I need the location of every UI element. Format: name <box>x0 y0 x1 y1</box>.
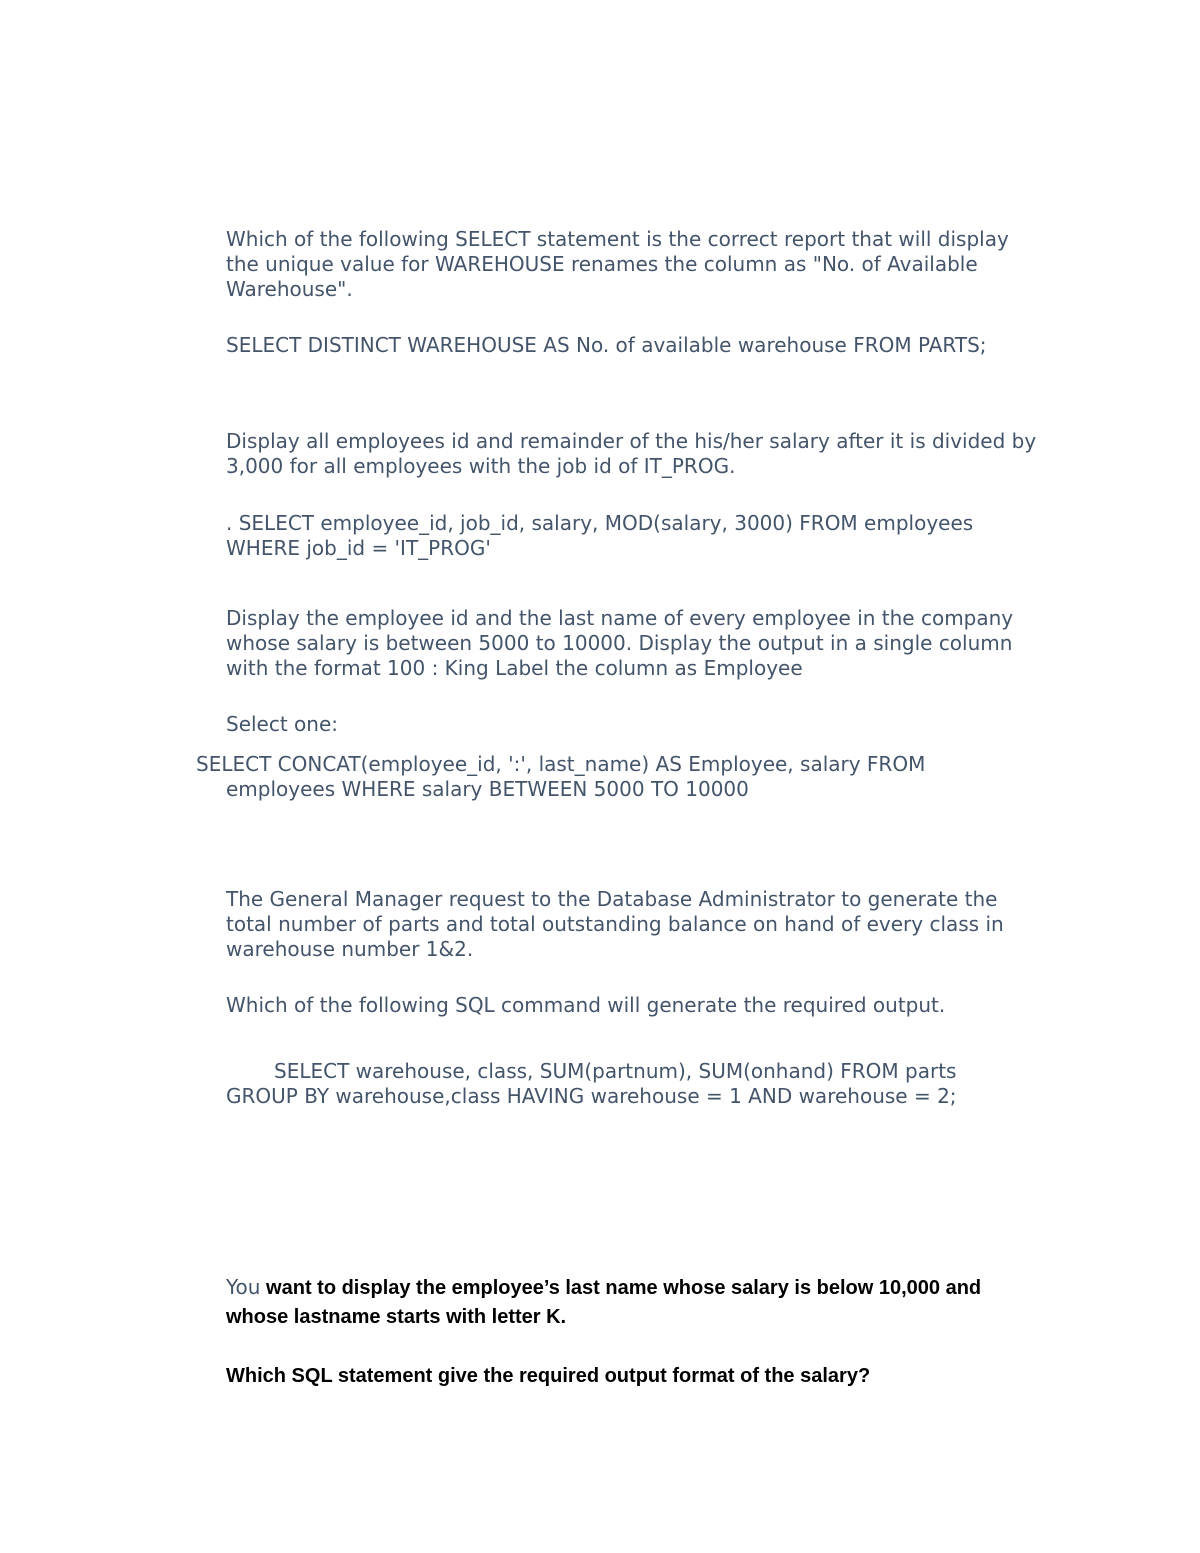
q4-prompt: Which of the following SQL command will generate the required output. <box>226 993 946 1017</box>
q2-answer: . SELECT employee_id, job_id, salary, MOD(salary, 3000) FROM employees WHERE job_id = 'IT_PROG' <box>226 511 974 560</box>
q3-answer-line1: SELECT CONCAT(employee_id, ':', last_name) AS Employee, salary FROM <box>196 752 926 776</box>
q4-answer-line1: SELECT warehouse, class, SUM(partnum), SUM(onhand) FROM parts <box>274 1059 957 1083</box>
q5-question <box>226 1273 1016 1332</box>
q5-prompt: Which SQL statement give the required output format of the salary? <box>226 1365 871 1387</box>
q5-question-rest: want to display the employee’s last name whose salary is below 10,000 and whose lastname starts with letter K. <box>226 1277 982 1328</box>
q4-answer-line2: GROUP BY warehouse,class HAVING warehouse = 1 AND warehouse = 2; <box>226 1084 957 1108</box>
q3-answer-line2: employees WHERE salary BETWEEN 5000 TO 10000 <box>226 777 749 801</box>
q3-answer <box>196 752 1056 802</box>
q1-question: Which of the following SELECT statement is the correct report that will display the unique value for WAREHOUSE renames the column as "No. of Available Warehouse". <box>226 227 1009 301</box>
q3-prompt: Select one: <box>226 712 339 736</box>
q3-question: Display the employee id and the last name of every employee in the company whose salary is between 5000 to 10000. Display the output in a single column with the format 100 : King Label the column as Employee <box>226 606 1014 680</box>
q1-answer: SELECT DISTINCT WAREHOUSE AS No. of available warehouse FROM PARTS; <box>226 333 987 357</box>
q4-answer <box>226 1059 1046 1109</box>
q2-question: Display all employees id and remainder of the his/her salary after it is divided by 3,000 for all employees with the job id of IT_PROG. <box>226 429 1037 478</box>
q5-lead-word: You <box>226 1275 261 1299</box>
q4-question: The General Manager request to the Database Administrator to generate the total number of parts and total outstanding balance on hand of every class in warehouse number 1&2. <box>226 887 1004 961</box>
